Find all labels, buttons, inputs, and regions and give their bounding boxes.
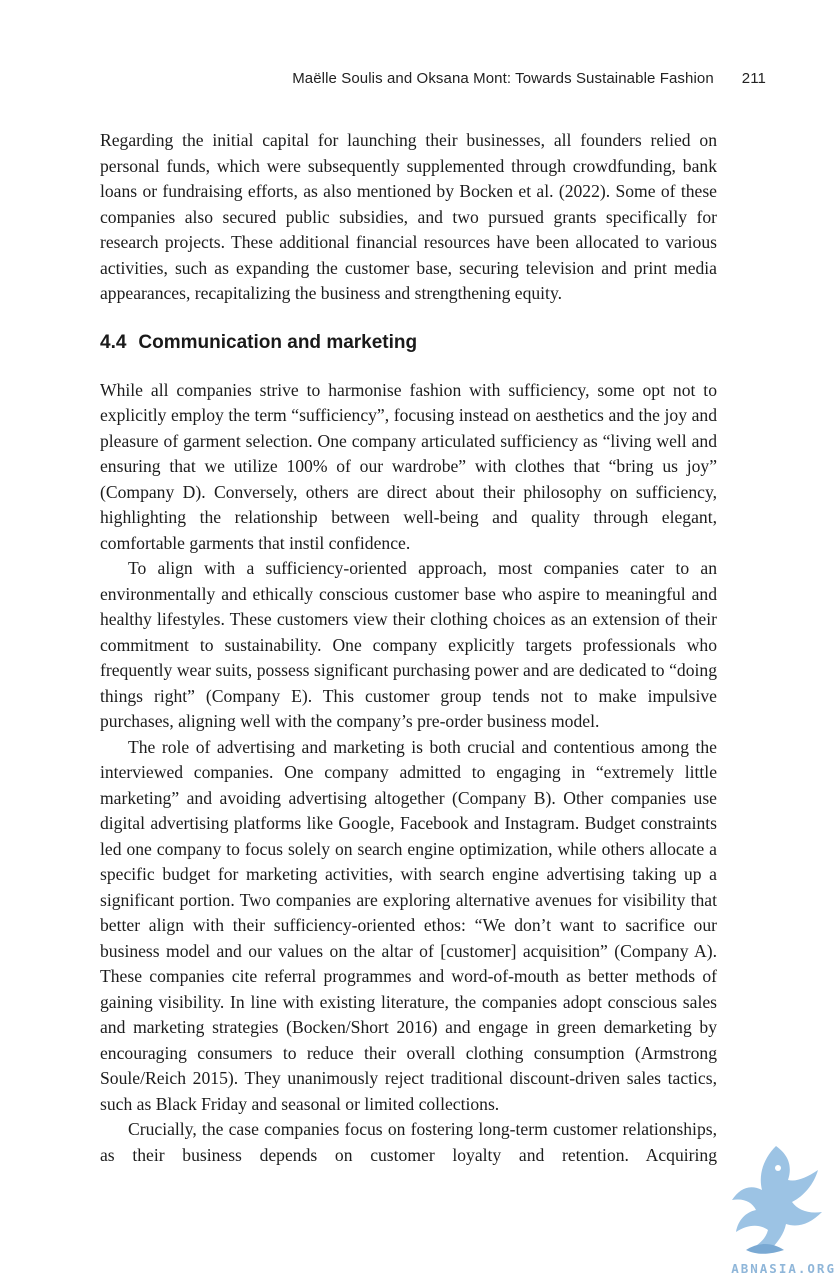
text-body [100, 128, 717, 1168]
paragraph-2: While all companies strive to harmonise fashion with sufficiency, some opt not to explicitly employ the term “sufficiency”, focusing instead on aesthetics and the joy and pleasure of garment selection. One company articulated sufficiency as “living well and ensuring that we utilize 100% of our wardrobe” with clothes that “bring us joy” (Company D). Conversely, others are direct about their philosophy on sufficiency, highlighting the relationship between well-being and quality through elegant, comfortable garments that instil confidence. [100, 379, 717, 553]
section-number: 4.4 [100, 331, 127, 353]
running-title: Maëlle Soulis and Oksana Mont: Towards Sustainable Fashion [292, 70, 714, 87]
paragraph-1: Regarding the initial capital for launching their businesses, all founders relied on personal funds, which were subsequently supplemented through crowdfunding, bank loans or fundraising efforts, as also mentioned by Bocken et al. (2022). Some of these companies also secured public subsidies, and two pursued grants specifically for research projects. These additional financial resources have been allocated to various activities, such as expanding the customer base, securing television and print media appearances, recapitalizing the business and strengthening equity. [100, 130, 717, 303]
page-number: 211 [741, 70, 766, 87]
dragon-logo-icon [706, 1138, 836, 1268]
section-heading [100, 330, 717, 356]
paragraph-4: The role of advertising and marketing is both crucial and contentious among the interviewed companies. One company admitted to engaging in “extremely little marketing” and avoiding advertising altogether (Company B). Other companies use digital advertising platforms like Google, Facebook and Instagram. Budget constraints led one company to focus solely on search engine optimization, while others allocate a specific budget for marketing activities, with search engine advertising taking up a significant portion. Two companies are exploring alternative avenues for visibility that better align with their sufficiency-oriented ethos: “We don’t want to sacrifice our business model and our values on the altar of [customer] acquisition” (Company A). These companies cite referral programmes and word-of-mouth as better methods of gaining visibility. In line with existing literature, the companies adopt conscious sales and marketing strategies (Bocken/Short 2016) and engage in green demarketing by encouraging consumers to reduce their overall clothing consumption (Armstrong Soule/Reich 2015). They unanimously reject traditional discount-driven sales tactics, such as Black Friday and seasonal or limited collections. [100, 736, 717, 1114]
paragraph-3: To align with a sufficiency-oriented approach, most companies cater to an environmentally and ethically conscious customer base who aspire to meaningful and healthy lifestyles. These customers view their clothing choices as an extension of their commitment to sustainability. One company explicitly targets professionals who frequently wear suits, possess significant purchasing power and are dedicated to “doing things right” (Company E). This customer group tends not to make impulsive purchases, aligning well with the company’s pre-order business model. [100, 558, 717, 731]
paragraph-5: Crucially, the case companies focus on fostering long-term customer relationships, as their business depends on customer loyalty and retention. Acquiring [100, 1119, 717, 1165]
section-title: Communication and marketing [138, 331, 418, 353]
watermark-text: ABNASIA.ORG [731, 1261, 836, 1276]
running-header [100, 70, 766, 87]
